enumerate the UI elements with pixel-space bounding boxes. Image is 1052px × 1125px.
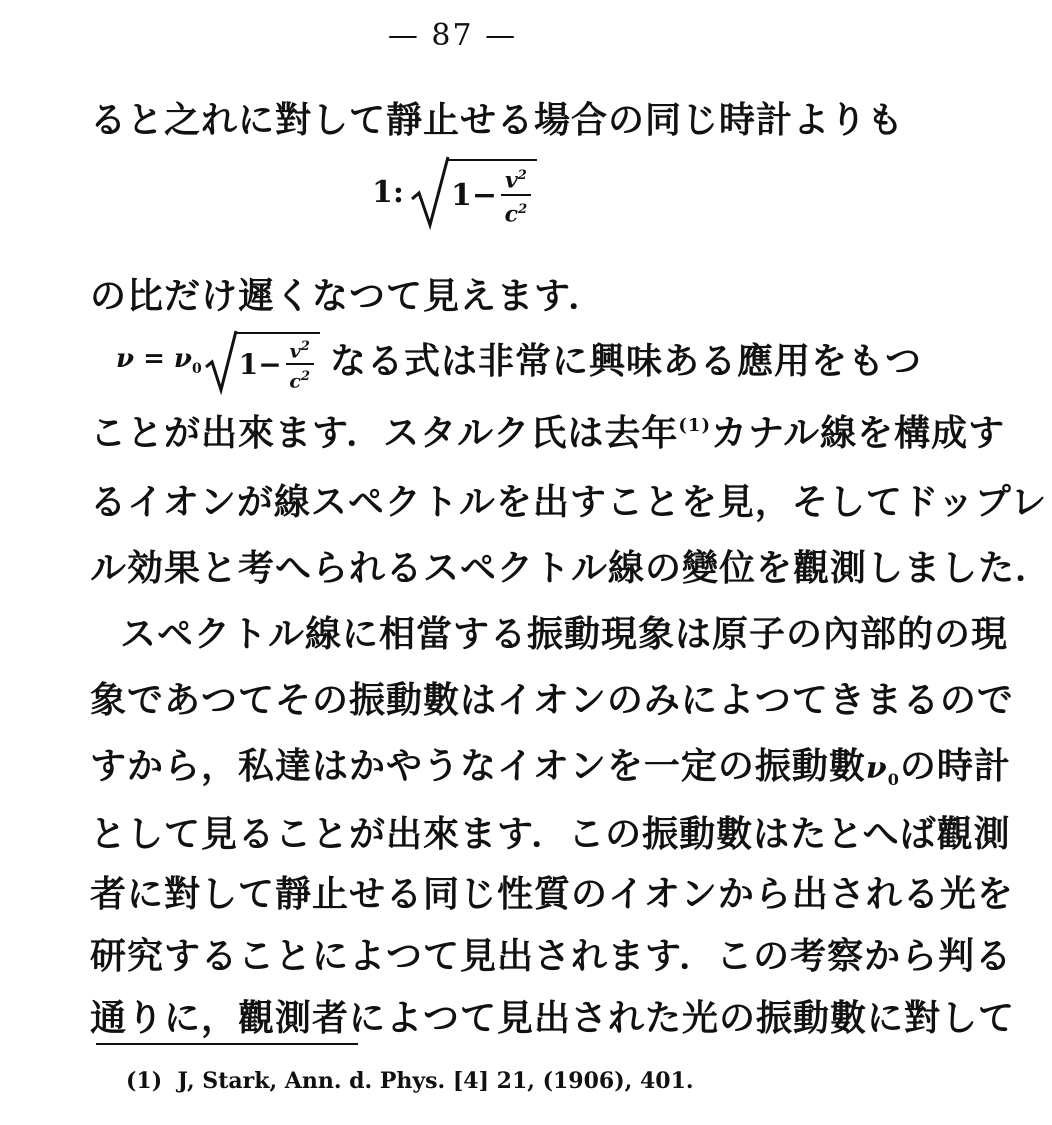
inline-fraction-numerator: $v^2$	[286, 336, 314, 365]
fraction-numerator: $v^2$	[501, 163, 531, 196]
text-line-4: ことが出來ます．スタルク氏は去年$^{(1)}$カナル線を構成す	[90, 412, 1006, 454]
fraction-denominator: $c^2$	[504, 201, 528, 228]
one-minus: 1−	[450, 177, 497, 213]
footnote-text: J, Stark, Ann. d. Phys. [4] 21, (1906), 401.	[177, 1068, 694, 1094]
page-number: — 87 —	[387, 18, 518, 53]
text-line-1: ると之れに對して靜止せる場合の同じ時計よりも	[90, 99, 905, 141]
footnote-marker: (1)	[126, 1068, 163, 1094]
text-line-3: なる式は非常に興味ある應用をもつ	[330, 340, 923, 382]
radical-sign-icon	[410, 155, 450, 229]
text-line-8: 象であつてその振動數はイオンのみによつてきまるので	[90, 679, 1014, 721]
inline-fraction-denominator: $c^2$	[289, 369, 311, 393]
equation-ratio: 1:	[372, 174, 404, 210]
text-line-13: 通りに，觀測者によつて見出された光の振動數に對して	[90, 997, 1016, 1039]
text-line-11: 者に對して靜止せる同じ性質のイオンから出される光を	[90, 873, 1014, 915]
footnote-rule	[96, 1043, 358, 1045]
inline-square-root	[204, 329, 320, 393]
inline-radicand	[235, 332, 320, 393]
text-line-10: として見ることが出來ます．この振動數はたとへば觀測	[90, 813, 1011, 855]
inline-equation	[116, 326, 320, 396]
inline-one-minus: 1−	[238, 347, 282, 381]
display-equation	[372, 152, 537, 232]
footnote-ref: (1)	[678, 415, 711, 436]
text-line-7: スペクトル線に相當する振動現象は原子の內部的の現	[120, 613, 1009, 655]
nu-zero: $\nu_0$	[865, 751, 900, 789]
text-line-2: の比だけ遲くなつて見えます．	[90, 275, 606, 317]
text-line-5: るイオンが線スペクトルを出すことを見，そしてドップレ	[90, 481, 1048, 523]
text-line-6: ル効果と考へられるスペクトル線の變位を觀測しました．	[90, 547, 1052, 589]
radicand	[447, 159, 537, 228]
text-line-9: すから，私達はかやうなイオンを一定の振動數$\nu_0$の時計	[90, 745, 1011, 789]
radical-sign-icon	[204, 329, 238, 393]
square-root	[410, 155, 537, 229]
footnote	[126, 1068, 694, 1094]
equation-lhs: $\nu = \nu_0$	[116, 344, 202, 378]
inline-fraction	[286, 336, 314, 393]
fraction-v2-c2	[501, 163, 531, 228]
text-line-12: 研究することによつて見出されます．この考察から判る	[90, 935, 1013, 977]
